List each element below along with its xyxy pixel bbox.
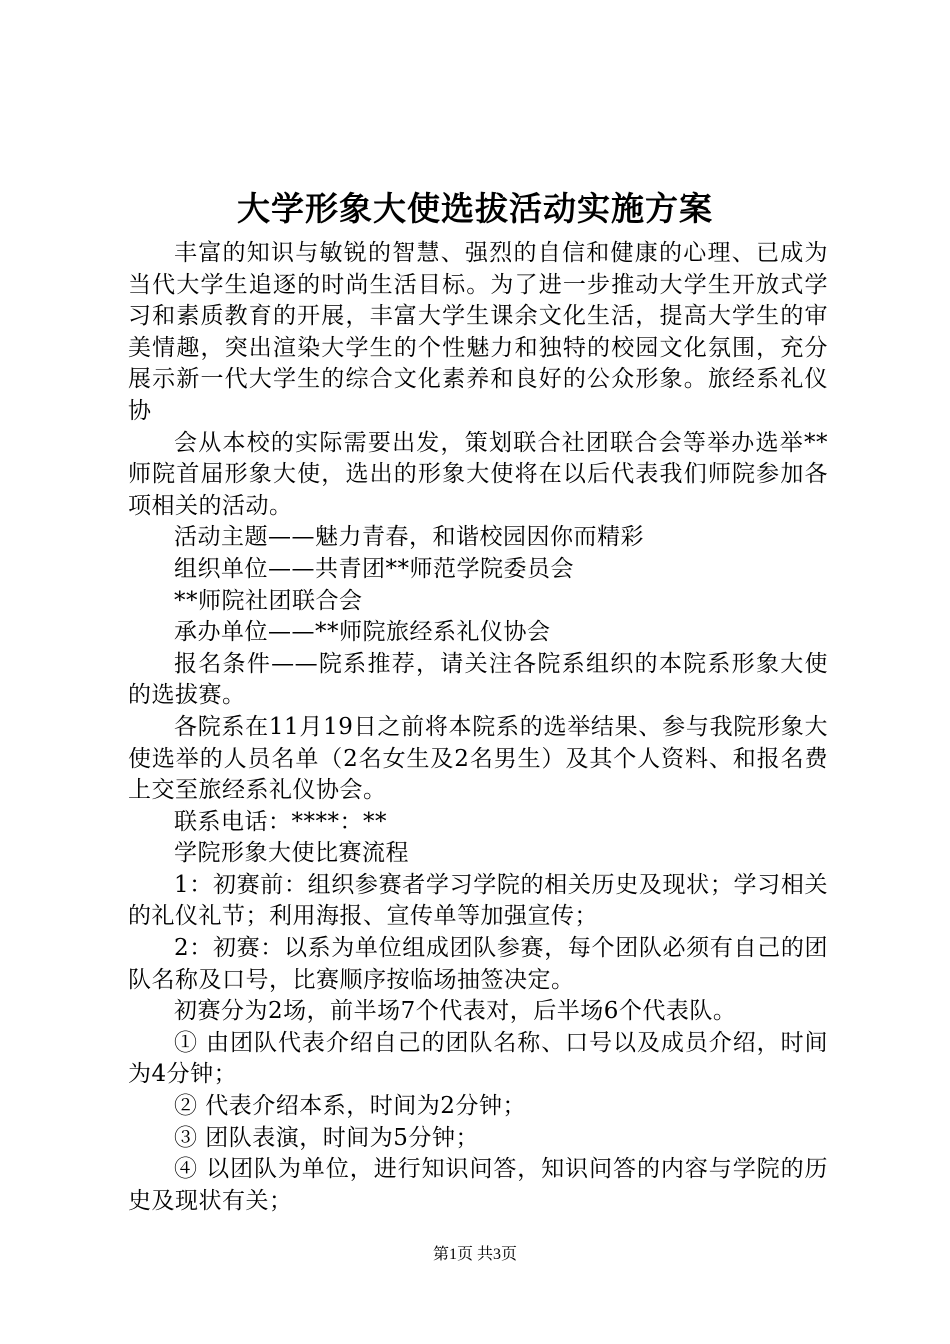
document-body <box>128 238 828 1217</box>
paragraph-eligibility: 报名条件——院系推荐，请关注各院系组织的本院系形象大使的选拔赛。 <box>128 650 828 709</box>
paragraph-process-heading: 学院形象大使比赛流程 <box>174 840 409 867</box>
document-title: 大学形象大使选拔活动实施方案 <box>237 189 713 228</box>
paragraph-item-2: ② 代表介绍本系，时间为2分钟； <box>174 1093 526 1120</box>
paragraph-item-4: ④ 以团队为单位，进行知识问答，知识问答的内容与学院的历史及现状有关； <box>128 1156 828 1214</box>
paragraph-intro-continued: 会从本校的实际需要出发，策划联合社团联合会等举办选举**师院首届形象大使，选出的形象大使将在以后代表我们师院参加各项相关的活动。 <box>128 429 828 519</box>
paragraph-item-1: ① 由团队代表介绍自己的团队名称、口号以及成员介绍，时间为4分钟； <box>128 1029 828 1088</box>
paragraph-step-1: 1：初赛前：组织参赛者学习学院的相关历史及现状；学习相关的礼仪礼节；利用海报、宣传单等加强宣传； <box>128 871 828 930</box>
paragraph-deadline: 各院系在11月19日之前将本院系的选举结果、参与我院形象大使选举的人员名单（2名女生及2名男生）及其个人资料、和报名费上交至旅经系礼仪协会。 <box>128 713 828 804</box>
paragraph-organizer: 组织单位——共青团**师范学院委员会 <box>174 555 574 582</box>
paragraph-item-3: ③ 团队表演，时间为5分钟； <box>174 1124 479 1151</box>
paragraph-theme: 活动主题——魅力青春，和谐校园因你而精彩 <box>174 524 644 551</box>
page-footer: 第1页 共3页 <box>432 1246 517 1263</box>
paragraph-intro: 丰富的知识与敏锐的智慧、强烈的自信和健康的心理、已成为当代大学生追逐的时尚生活目标。为了进一步推动大学生开放式学习和素质教育的开展，丰富大学生课余文化生活，提高大学生的审美情趣，突出渲染大学生的个性魅力和独特的校园文化氛围，充分展示新一代大学生的综合文化素养和良好的公众形象。旅经系礼仪协 <box>128 240 828 424</box>
paragraph-step-2: 2：初赛：以系为单位组成团队参赛，每个团队必须有自己的团队名称及口号，比赛顺序按临场抽签决定。 <box>128 935 828 993</box>
paragraph-co-organizer: **师院社团联合会 <box>174 587 363 614</box>
paragraph-prelim-split: 初赛分为2场，前半场7个代表对，后半场6个代表队。 <box>174 998 737 1025</box>
paragraph-host: 承办单位——**师院旅经系礼仪协会 <box>174 619 551 646</box>
paragraph-contact: 联系电话：****：** <box>174 808 387 835</box>
